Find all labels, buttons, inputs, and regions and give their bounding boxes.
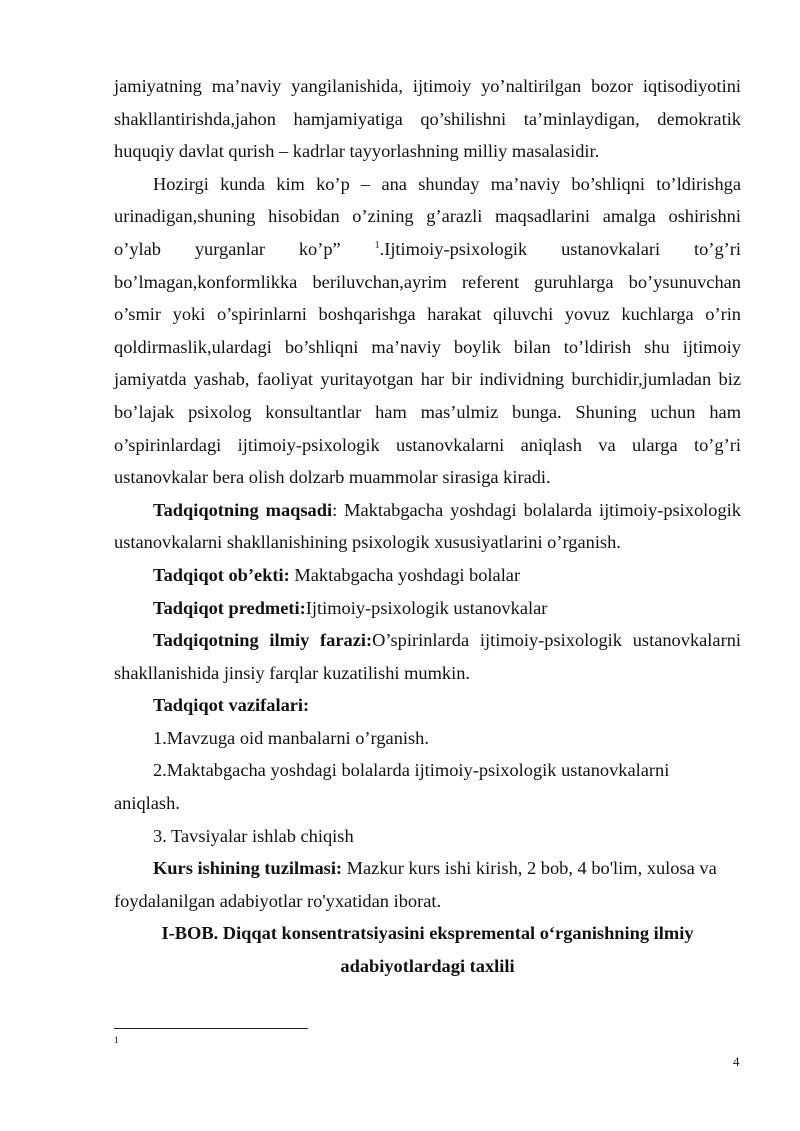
research-object-text: Maktabgacha yoshdagi bolalar — [289, 564, 521, 585]
body-text — [114, 70, 741, 917]
chapter-heading-line-1: I-BOB. Diqqat konsentratsiyasini ekspremental o‘rganishning ilmiy — [161, 923, 694, 943]
task-item-2: 2.Maktabgacha yoshdagi bolalarda ijtimoiy-psixologik ustanovkalarni — [153, 760, 670, 781]
task-item-3: 3. Tavsiyalar ishlab chiqish — [153, 825, 354, 846]
research-object — [114, 559, 741, 592]
footnote-reference[interactable]: 1 — [374, 239, 380, 251]
page-number: 4 — [733, 1054, 740, 1069]
research-aim-text: : Maktabgacha yoshdagi bolalarda ijtimoiy-psixologik ustanovkalarni shakllanishining psixologik xususiyatlarini o’rganish. — [114, 499, 741, 553]
research-hypothesis-text: O’spirinlarda ijtimoiy-psixologik ustanovkalarni shakllanishida jinsiy farqlar kuzatilishi mumkin. — [114, 630, 742, 683]
course-structure-text: Mazkur kurs ishi kirish, 2 bob, 4 bo'lim, xulosa va foydalanilgan adabiyotlar ro'yxatidan iborat. — [114, 858, 717, 911]
research-tasks-label: Tadqiqot vazifalari: — [153, 695, 310, 716]
paragraph-spiritual-gap-part1: Hozirgi kunda kim ko’p – ana shunday ma’naviy bo’shliqni to’ldirishga urinadigan,shuning hisobidan o’zining g’arazli maqsadlarini amalga oshirishni o’ylab yurganlar ko’p” — [114, 173, 741, 259]
research-aim-label: Tadqiqotning maqsadi — [153, 499, 333, 520]
research-subject — [114, 592, 741, 625]
paragraph-spiritual-gap-part2: .Ijtimoiy-psixologik ustanovkalari to’g’ri bo’lmagan,konformlikka beriluvchan,ayrim referent guruhlarga bo’ysunuvchan o’smir yoki o’spirinlarni boshqarishga harakat qiluvchi yovuz kuchlarga o’rin qoldirmaslik,ulardagi bo’shliqni ma’naviy boylik bilan to’ldirish shu ijtimoiy jamiyatda yashab, faoliyat yuritayotgan har bir individning burchidir,jumladan biz bo’lajak psixolog konsultantlar ham mas’ulmiz bunga. Shuning uchun ham o’spirinlardagi ijtimoiy-psixologik ustanovkalarni aniqlash va ularga to’g’ri ustanovkalar bera olish dolzarb muammolar sirasiga kiradi. — [114, 238, 742, 488]
chapter-heading — [114, 917, 741, 982]
research-hypothesis-label: Tadqiqotning ilmiy farazi: — [153, 630, 373, 651]
footnote-marker: 1 — [114, 1035, 119, 1045]
paragraph-spiritual-gap — [114, 168, 741, 494]
task-item-2-continuation: aniqlash. — [114, 793, 180, 814]
research-aim — [114, 494, 741, 559]
task-item-1: 1.Mavzuga oid manbalarni o’rganish. — [153, 727, 429, 748]
research-subject-label: Tadqiqot predmeti: — [153, 597, 306, 618]
research-hypothesis — [114, 624, 741, 689]
footnote-separator — [114, 1028, 308, 1029]
research-object-label: Tadqiqot ob’ekti: — [153, 564, 290, 585]
chapter-heading-line-2: adabiyotlardagi taxlili — [340, 955, 515, 976]
research-subject-text: Ijtimoiy-psixologik ustanovkalar — [305, 597, 548, 618]
course-structure — [114, 852, 741, 917]
paragraph-intro-continuation: jamiyatning ma’naviy yangilanishida, ijtimoiy yo’naltirilgan bozor iqtisodiyotini shakllantirishda,jahon hamjamiyatiga qo’shilishni ta’minlaydigan, demokratik huquqiy davlat qurish – kadrlar tayyorlashning milliy masalasidir. — [114, 76, 741, 162]
course-structure-label: Kurs ishining tuzilmasi: — [153, 858, 343, 879]
